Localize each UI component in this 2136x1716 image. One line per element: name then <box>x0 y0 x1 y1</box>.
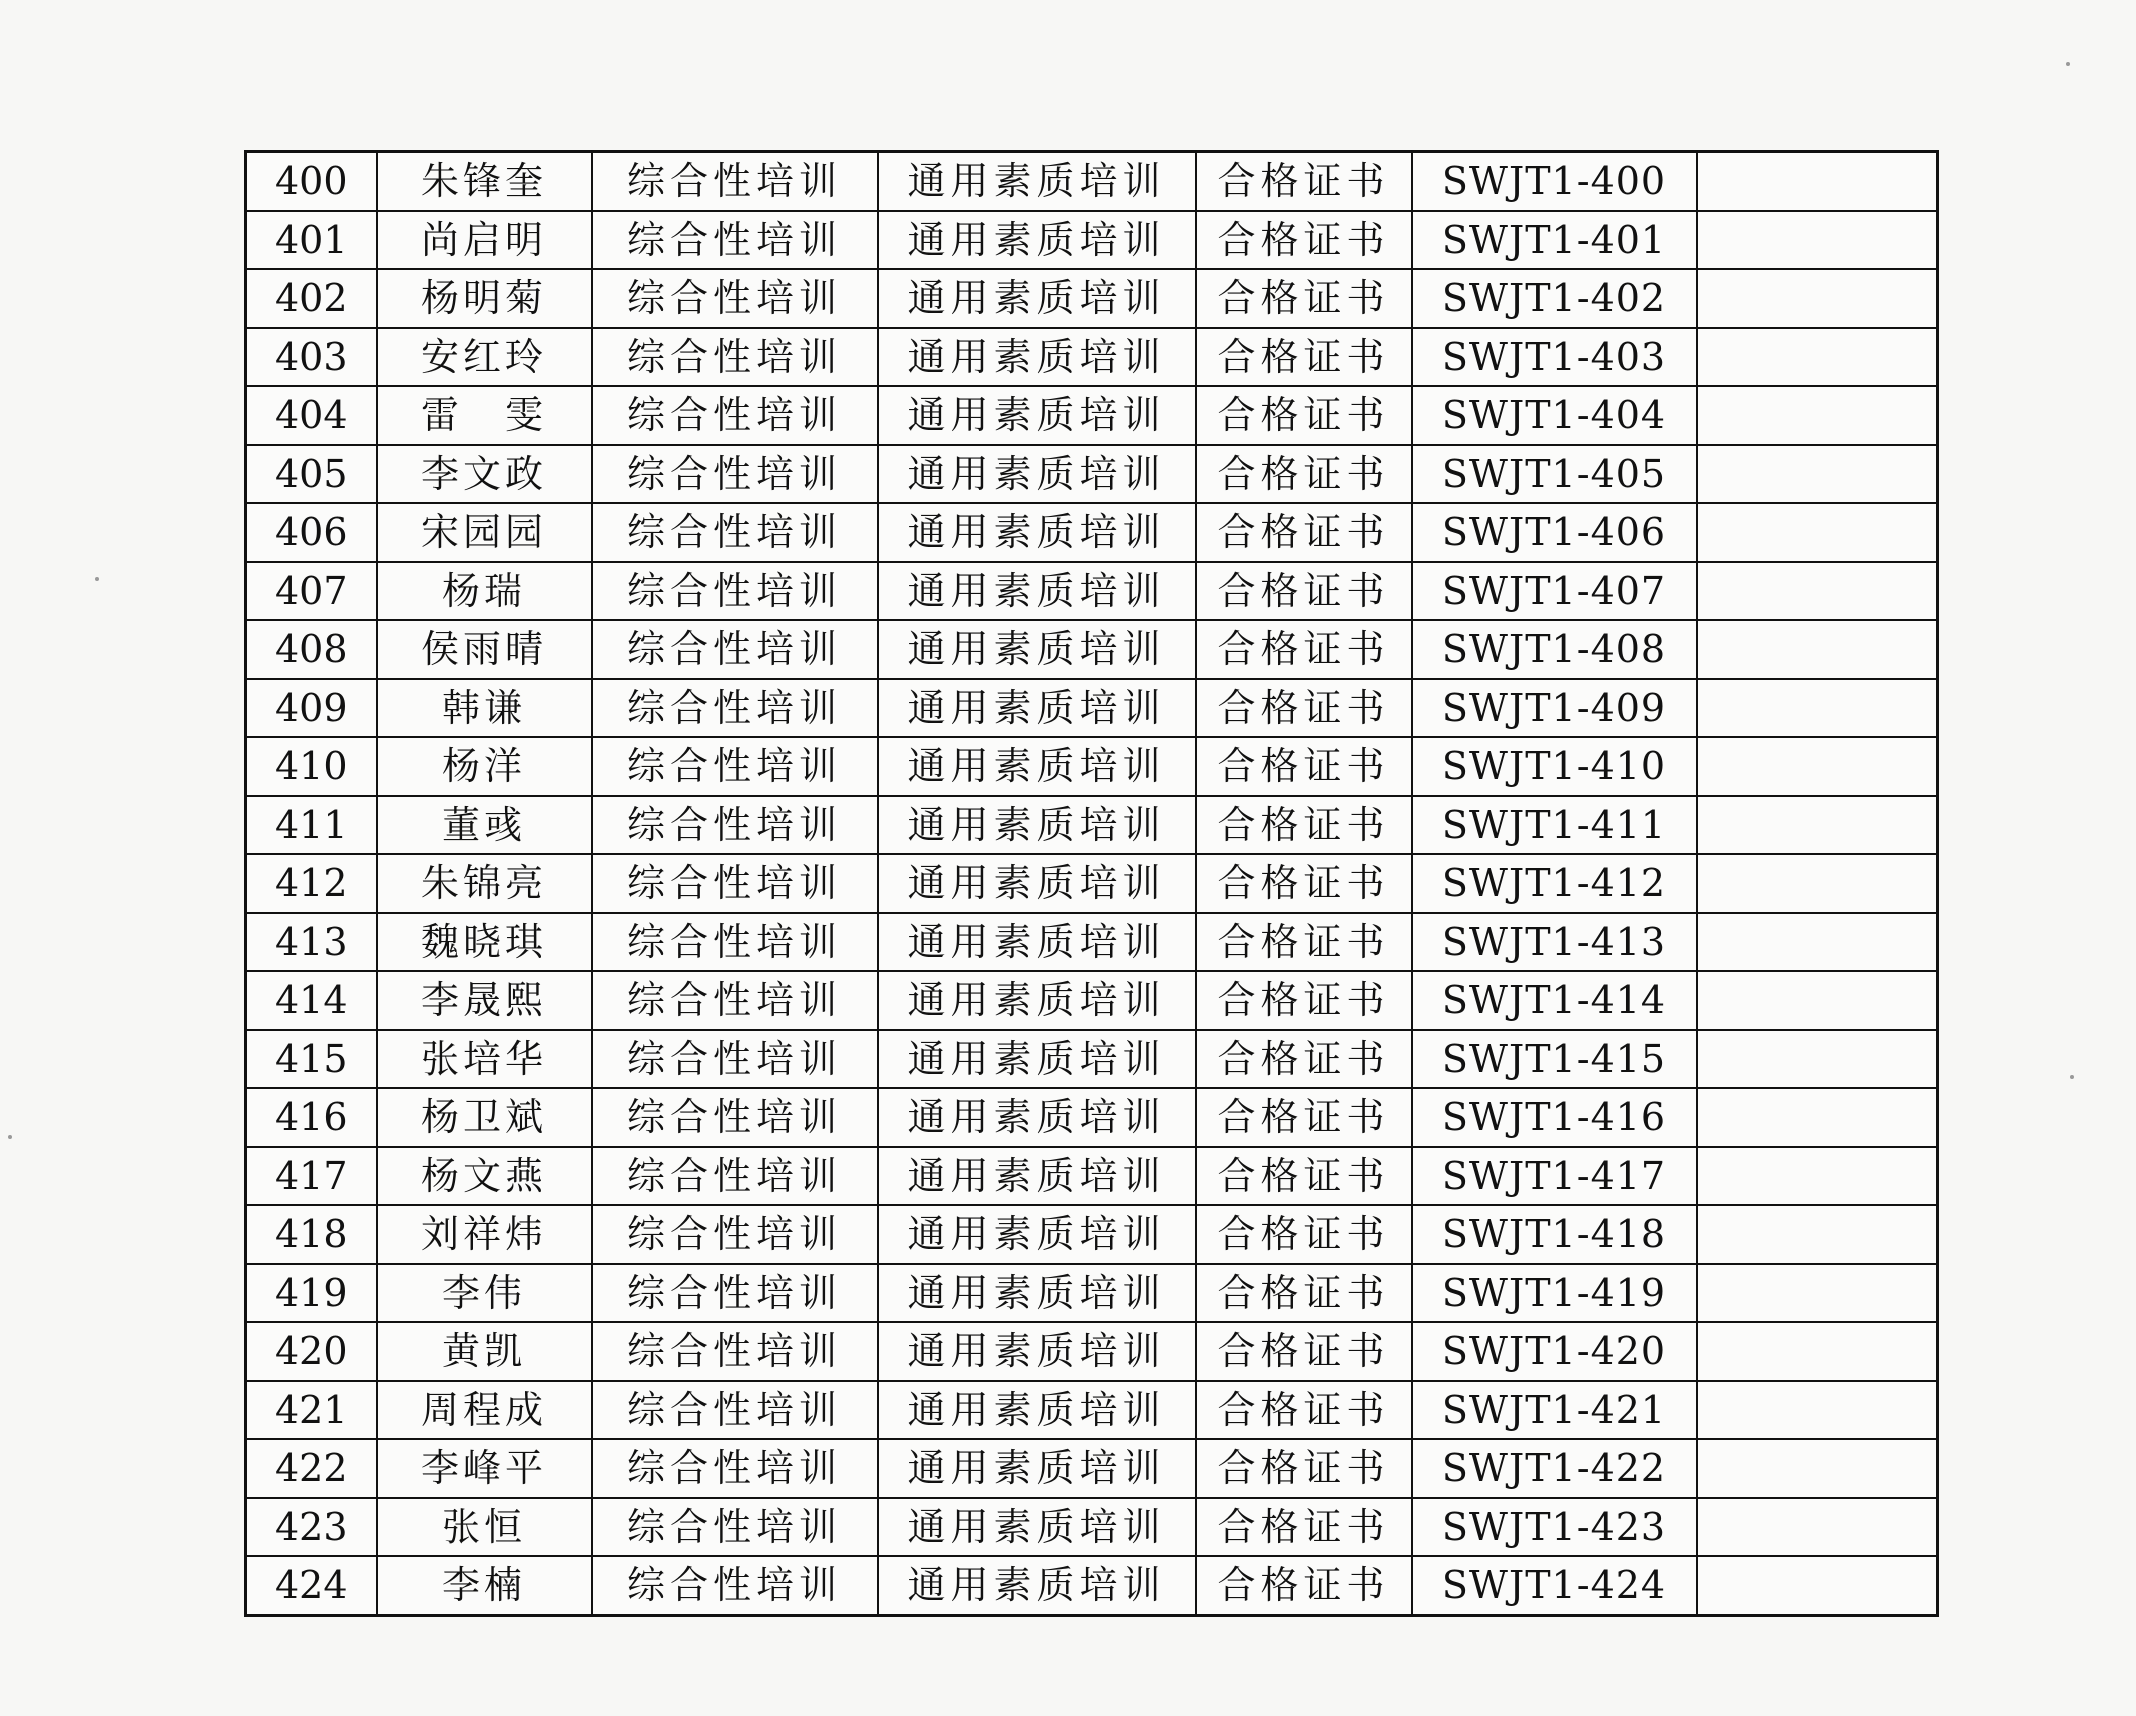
training-type: 综合性培训 <box>592 1030 878 1089</box>
training-category: 通用素质培训 <box>878 269 1196 328</box>
certificate-number: SWJT1-420 <box>1412 1322 1697 1381</box>
training-type: 综合性培训 <box>592 1322 878 1381</box>
training-type: 综合性培训 <box>592 445 878 504</box>
certificate-type: 合格证书 <box>1196 854 1412 913</box>
person-name: 杨洋 <box>377 737 592 796</box>
training-category: 通用素质培训 <box>878 1439 1196 1498</box>
row-number: 418 <box>246 1205 377 1264</box>
scan-speck <box>2066 62 2070 66</box>
remark-cell <box>1697 1147 1938 1206</box>
certificate-number: SWJT1-406 <box>1412 503 1697 562</box>
certificate-type: 合格证书 <box>1196 1498 1412 1557</box>
certificate-type: 合格证书 <box>1196 1264 1412 1323</box>
remark-cell <box>1697 1205 1938 1264</box>
training-category: 通用素质培训 <box>878 679 1196 738</box>
row-number: 416 <box>246 1088 377 1147</box>
person-name: 李晟熙 <box>377 971 592 1030</box>
person-name: 杨瑞 <box>377 562 592 621</box>
row-number: 423 <box>246 1498 377 1557</box>
row-number: 410 <box>246 737 377 796</box>
certificate-number: SWJT1-412 <box>1412 854 1697 913</box>
certificate-number: SWJT1-404 <box>1412 386 1697 445</box>
certificate-type: 合格证书 <box>1196 737 1412 796</box>
remark-cell <box>1697 1381 1938 1440</box>
certificate-number: SWJT1-407 <box>1412 562 1697 621</box>
row-number: 405 <box>246 445 377 504</box>
certificate-number: SWJT1-400 <box>1412 152 1697 211</box>
table-row <box>246 679 1938 738</box>
table-row <box>246 152 1938 211</box>
certificate-number: SWJT1-414 <box>1412 971 1697 1030</box>
person-name: 侯雨晴 <box>377 620 592 679</box>
row-number: 408 <box>246 620 377 679</box>
certificate-number: SWJT1-415 <box>1412 1030 1697 1089</box>
person-name: 李伟 <box>377 1264 592 1323</box>
table-row <box>246 971 1938 1030</box>
row-number: 421 <box>246 1381 377 1440</box>
certificate-number: SWJT1-417 <box>1412 1147 1697 1206</box>
certificate-number: SWJT1-416 <box>1412 1088 1697 1147</box>
training-category: 通用素质培训 <box>878 737 1196 796</box>
remark-cell <box>1697 445 1938 504</box>
training-type: 综合性培训 <box>592 328 878 387</box>
certificate-number: SWJT1-410 <box>1412 737 1697 796</box>
certificate-type: 合格证书 <box>1196 913 1412 972</box>
certificate-number: SWJT1-421 <box>1412 1381 1697 1440</box>
certificate-number: SWJT1-413 <box>1412 913 1697 972</box>
remark-cell <box>1697 854 1938 913</box>
person-name: 周程成 <box>377 1381 592 1440</box>
person-name: 张恒 <box>377 1498 592 1557</box>
training-type: 综合性培训 <box>592 386 878 445</box>
scan-speck <box>95 577 99 581</box>
remark-cell <box>1697 1439 1938 1498</box>
remark-cell <box>1697 1556 1938 1615</box>
training-type: 综合性培训 <box>592 1439 878 1498</box>
training-type: 综合性培训 <box>592 152 878 211</box>
training-category: 通用素质培训 <box>878 1205 1196 1264</box>
training-category: 通用素质培训 <box>878 445 1196 504</box>
table-row <box>246 445 1938 504</box>
row-number: 419 <box>246 1264 377 1323</box>
row-number: 415 <box>246 1030 377 1089</box>
certificate-roster-table <box>244 150 1939 1617</box>
training-type: 综合性培训 <box>592 1088 878 1147</box>
training-category: 通用素质培训 <box>878 328 1196 387</box>
person-name: 杨明菊 <box>377 269 592 328</box>
certificate-type: 合格证书 <box>1196 1147 1412 1206</box>
training-category: 通用素质培训 <box>878 620 1196 679</box>
row-number: 417 <box>246 1147 377 1206</box>
person-name: 杨文燕 <box>377 1147 592 1206</box>
training-type: 综合性培训 <box>592 854 878 913</box>
training-category: 通用素质培训 <box>878 971 1196 1030</box>
remark-cell <box>1697 269 1938 328</box>
table-row <box>246 1088 1938 1147</box>
table-row <box>246 1205 1938 1264</box>
training-category: 通用素质培训 <box>878 386 1196 445</box>
roster-body <box>246 152 1938 1616</box>
remark-cell <box>1697 1030 1938 1089</box>
training-type: 综合性培训 <box>592 679 878 738</box>
person-name: 李文政 <box>377 445 592 504</box>
certificate-number: SWJT1-411 <box>1412 796 1697 855</box>
person-name: 尚启明 <box>377 211 592 270</box>
table-row <box>246 913 1938 972</box>
table-row <box>246 1381 1938 1440</box>
row-number: 407 <box>246 562 377 621</box>
certificate-type: 合格证书 <box>1196 1088 1412 1147</box>
person-name: 杨卫斌 <box>377 1088 592 1147</box>
person-name: 宋园园 <box>377 503 592 562</box>
table-row <box>246 737 1938 796</box>
certificate-number: SWJT1-401 <box>1412 211 1697 270</box>
training-category: 通用素质培训 <box>878 796 1196 855</box>
row-number: 401 <box>246 211 377 270</box>
person-name: 安红玲 <box>377 328 592 387</box>
certificate-type: 合格证书 <box>1196 1322 1412 1381</box>
training-category: 通用素质培训 <box>878 1498 1196 1557</box>
training-type: 综合性培训 <box>592 1498 878 1557</box>
remark-cell <box>1697 971 1938 1030</box>
person-name: 雷 雯 <box>377 386 592 445</box>
row-number: 422 <box>246 1439 377 1498</box>
training-type: 综合性培训 <box>592 913 878 972</box>
certificate-type: 合格证书 <box>1196 796 1412 855</box>
remark-cell <box>1697 1322 1938 1381</box>
row-number: 414 <box>246 971 377 1030</box>
row-number: 413 <box>246 913 377 972</box>
training-type: 综合性培训 <box>592 1205 878 1264</box>
person-name: 刘祥炜 <box>377 1205 592 1264</box>
certificate-type: 合格证书 <box>1196 445 1412 504</box>
training-type: 综合性培训 <box>592 269 878 328</box>
certificate-type: 合格证书 <box>1196 1030 1412 1089</box>
row-number: 411 <box>246 796 377 855</box>
remark-cell <box>1697 1264 1938 1323</box>
certificate-number: SWJT1-418 <box>1412 1205 1697 1264</box>
remark-cell <box>1697 562 1938 621</box>
remark-cell <box>1697 211 1938 270</box>
remark-cell <box>1697 386 1938 445</box>
remark-cell <box>1697 328 1938 387</box>
training-category: 通用素质培训 <box>878 1381 1196 1440</box>
training-type: 综合性培训 <box>592 562 878 621</box>
table-row <box>246 620 1938 679</box>
remark-cell <box>1697 913 1938 972</box>
certificate-type: 合格证书 <box>1196 152 1412 211</box>
table-row <box>246 1030 1938 1089</box>
table-row <box>246 1322 1938 1381</box>
certificate-type: 合格证书 <box>1196 562 1412 621</box>
table-row <box>246 269 1938 328</box>
training-category: 通用素质培训 <box>878 503 1196 562</box>
certificate-type: 合格证书 <box>1196 211 1412 270</box>
person-name: 张培华 <box>377 1030 592 1089</box>
training-type: 综合性培训 <box>592 796 878 855</box>
person-name: 朱锦亮 <box>377 854 592 913</box>
table-row <box>246 503 1938 562</box>
certificate-number: SWJT1-409 <box>1412 679 1697 738</box>
table-row <box>246 1439 1938 1498</box>
certificate-type: 合格证书 <box>1196 679 1412 738</box>
row-number: 409 <box>246 679 377 738</box>
certificate-number: SWJT1-403 <box>1412 328 1697 387</box>
training-category: 通用素质培训 <box>878 854 1196 913</box>
certificate-number: SWJT1-424 <box>1412 1556 1697 1615</box>
training-category: 通用素质培训 <box>878 1088 1196 1147</box>
certificate-number: SWJT1-402 <box>1412 269 1697 328</box>
table-row <box>246 386 1938 445</box>
scan-speck <box>8 1135 12 1139</box>
row-number: 403 <box>246 328 377 387</box>
certificate-type: 合格证书 <box>1196 386 1412 445</box>
remark-cell <box>1697 1498 1938 1557</box>
remark-cell <box>1697 737 1938 796</box>
training-category: 通用素质培训 <box>878 562 1196 621</box>
remark-cell <box>1697 1088 1938 1147</box>
scan-speck <box>2070 1075 2074 1079</box>
row-number: 420 <box>246 1322 377 1381</box>
training-type: 综合性培训 <box>592 620 878 679</box>
training-category: 通用素质培训 <box>878 1264 1196 1323</box>
training-category: 通用素质培训 <box>878 1322 1196 1381</box>
remark-cell <box>1697 796 1938 855</box>
table-row <box>246 1498 1938 1557</box>
table-row <box>246 1556 1938 1615</box>
certificate-type: 合格证书 <box>1196 1439 1412 1498</box>
certificate-type: 合格证书 <box>1196 1205 1412 1264</box>
remark-cell <box>1697 679 1938 738</box>
training-type: 综合性培训 <box>592 1147 878 1206</box>
training-category: 通用素质培训 <box>878 211 1196 270</box>
row-number: 402 <box>246 269 377 328</box>
training-type: 综合性培训 <box>592 737 878 796</box>
row-number: 412 <box>246 854 377 913</box>
table-row <box>246 854 1938 913</box>
person-name: 黄凯 <box>377 1322 592 1381</box>
remark-cell <box>1697 152 1938 211</box>
table-row <box>246 1147 1938 1206</box>
training-category: 通用素质培训 <box>878 152 1196 211</box>
row-number: 400 <box>246 152 377 211</box>
certificate-type: 合格证书 <box>1196 1556 1412 1615</box>
remark-cell <box>1697 620 1938 679</box>
row-number: 424 <box>246 1556 377 1615</box>
training-type: 综合性培训 <box>592 1556 878 1615</box>
training-type: 综合性培训 <box>592 1264 878 1323</box>
training-type: 综合性培训 <box>592 1381 878 1440</box>
certificate-number: SWJT1-405 <box>1412 445 1697 504</box>
person-name: 董彧 <box>377 796 592 855</box>
person-name: 魏晓琪 <box>377 913 592 972</box>
training-type: 综合性培训 <box>592 211 878 270</box>
person-name: 李楠 <box>377 1556 592 1615</box>
certificate-number: SWJT1-408 <box>1412 620 1697 679</box>
training-category: 通用素质培训 <box>878 1556 1196 1615</box>
table-row <box>246 211 1938 270</box>
training-category: 通用素质培训 <box>878 1147 1196 1206</box>
training-category: 通用素质培训 <box>878 913 1196 972</box>
row-number: 404 <box>246 386 377 445</box>
table-row <box>246 1264 1938 1323</box>
training-type: 综合性培训 <box>592 503 878 562</box>
person-name: 李峰平 <box>377 1439 592 1498</box>
certificate-type: 合格证书 <box>1196 503 1412 562</box>
certificate-number: SWJT1-419 <box>1412 1264 1697 1323</box>
person-name: 朱锋奎 <box>377 152 592 211</box>
person-name: 韩谦 <box>377 679 592 738</box>
certificate-type: 合格证书 <box>1196 620 1412 679</box>
certificate-type: 合格证书 <box>1196 269 1412 328</box>
certificate-type: 合格证书 <box>1196 1381 1412 1440</box>
row-number: 406 <box>246 503 377 562</box>
remark-cell <box>1697 503 1938 562</box>
certificate-type: 合格证书 <box>1196 328 1412 387</box>
certificate-number: SWJT1-422 <box>1412 1439 1697 1498</box>
certificate-number: SWJT1-423 <box>1412 1498 1697 1557</box>
training-type: 综合性培训 <box>592 971 878 1030</box>
table-row <box>246 796 1938 855</box>
table-row <box>246 328 1938 387</box>
training-category: 通用素质培训 <box>878 1030 1196 1089</box>
certificate-type: 合格证书 <box>1196 971 1412 1030</box>
table-row <box>246 562 1938 621</box>
